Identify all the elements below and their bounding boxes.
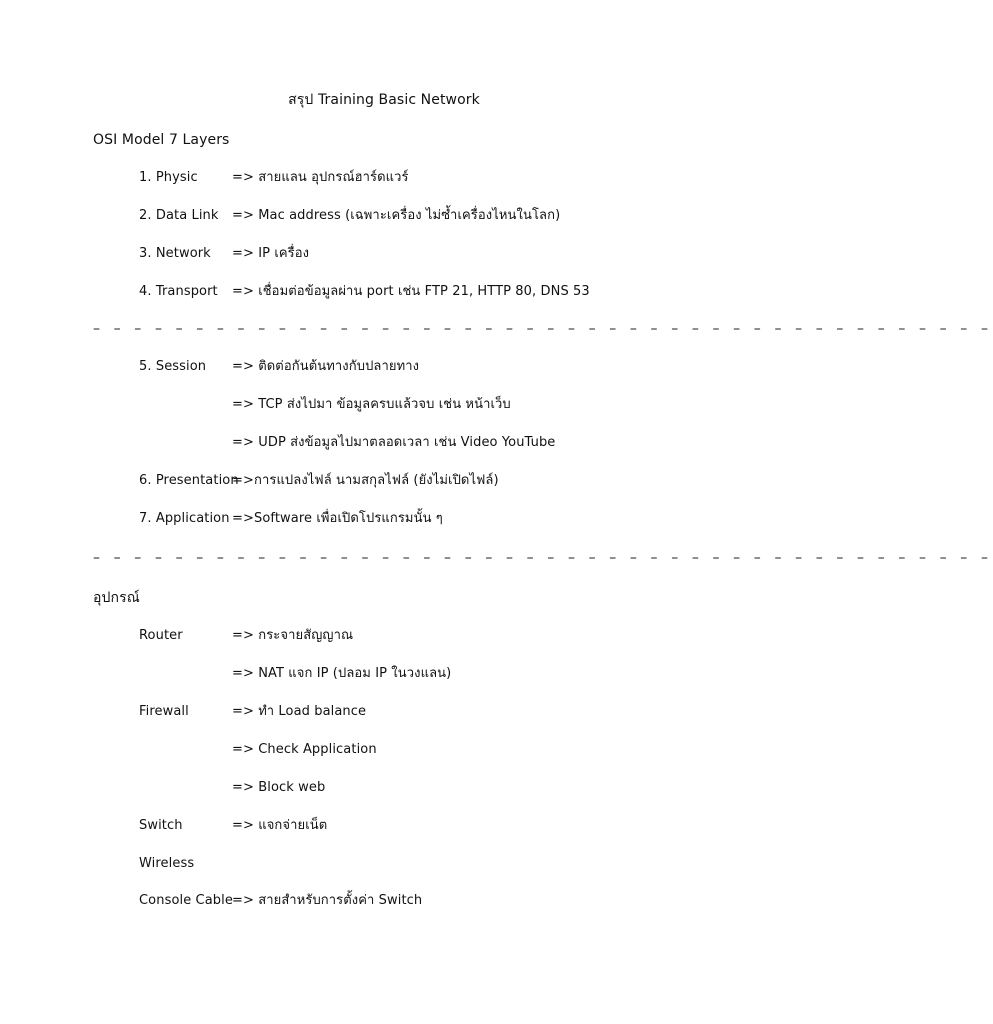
- osi-row-value: =>Software เพื่อเปิดโปรแกรมนั้น ๆ: [232, 511, 443, 526]
- device-row-value: => แจกจ่ายเน็ต: [232, 818, 328, 833]
- device-row-value: => กระจายสัญญาณ: [232, 628, 354, 643]
- device-row-label: Firewall: [139, 704, 189, 719]
- osi-row-value: =>การแปลงไฟล์ นามสกุลไฟล์ (ยังไม่เปิดไฟล์): [232, 473, 499, 488]
- osi-row-label: 7. Application: [139, 511, 230, 526]
- osi-row-value: => ติดต่อกันต้นทางกับปลายทาง: [232, 359, 420, 374]
- device-row-label: Switch: [139, 818, 183, 833]
- osi-row-value: => UDP ส่งข้อมูลไปมาตลอดเวลา เช่น Video YouTube: [232, 435, 556, 450]
- page-title: สรุป Training Basic Network: [288, 92, 480, 108]
- osi-row-label: 6. Presentation: [139, 473, 239, 488]
- osi-row-label: 3. Network: [139, 246, 211, 261]
- divider-line: – – – – – – – – – – – – – – – – – – – – – – – – – – – – – – – – – – – – – – – – – – – –: [93, 321, 993, 337]
- osi-row-value: => Mac address (เฉพาะเครื่อง ไม่ซ้ำเครื่องไหนในโลก): [232, 208, 561, 223]
- device-row-value: => NAT แจก IP (ปลอม IP ในวงแลน): [232, 666, 452, 681]
- device-row-value: => Check Application: [232, 742, 377, 757]
- osi-row-value: => สายแลน อุปกรณ์ฮาร์ดแวร์: [232, 170, 409, 185]
- device-row-value: => สายสำหรับการตั้งค่า Switch: [232, 893, 423, 908]
- osi-row-label: 4. Transport: [139, 284, 218, 299]
- device-row-value: => Block web: [232, 780, 326, 795]
- osi-row-value: => IP เครื่อง: [232, 246, 310, 261]
- device-row-label: Wireless: [139, 856, 195, 871]
- device-row-label: Router: [139, 628, 183, 643]
- osi-row-label: 2. Data Link: [139, 208, 219, 223]
- osi-row-value: => TCP ส่งไปมา ข้อมูลครบแล้วจบ เช่น หน้าเว็บ: [232, 397, 511, 412]
- device-row-value: => ทำ Load balance: [232, 704, 367, 719]
- devices-heading: อุปกรณ์: [93, 590, 140, 606]
- osi-heading: OSI Model 7 Layers: [93, 132, 230, 148]
- osi-row-label: 5. Session: [139, 359, 207, 374]
- divider-line: – – – – – – – – – – – – – – – – – – – – – – – – – – – – – – – – – – – – – – – – – – – –: [93, 550, 993, 566]
- osi-row-value: => เชื่อมต่อข้อมูลผ่าน port เช่น FTP 21, HTTP 80, DNS 53: [232, 284, 590, 299]
- device-row-label: Console Cable: [139, 893, 233, 908]
- osi-row-label: 1. Physic: [139, 170, 198, 185]
